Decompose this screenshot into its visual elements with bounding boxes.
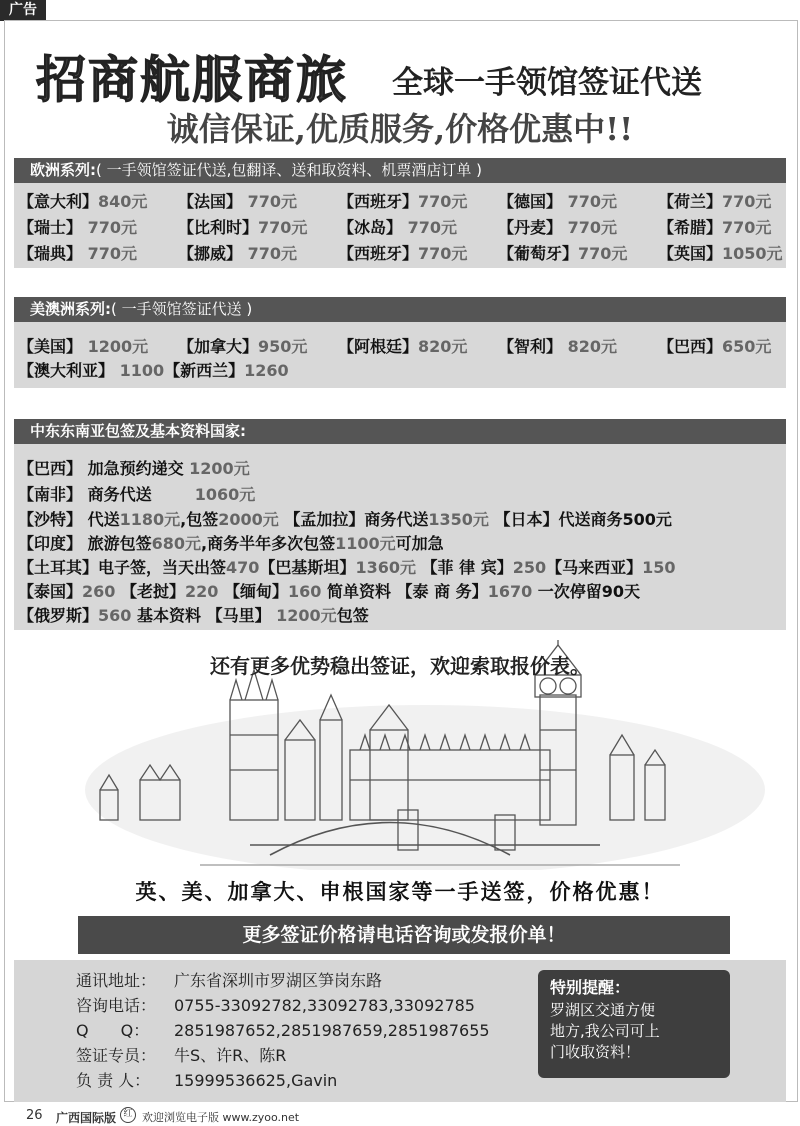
mideast-line: 【沙特】 代送1180元,包签2000元 【孟加拉】商务代送1350元 【日本】代送商务500元	[18, 510, 672, 529]
special-notice-box	[538, 970, 730, 1078]
mideast-line: 【巴西】 加急预约递交 1200元	[18, 459, 250, 478]
promo-line-1: 还有更多优势稳出签证，欢迎索取报价表。	[210, 654, 590, 678]
contact-qq: Q Q： 2851987652,2851987659,2851987655	[76, 1021, 490, 1040]
americas-title: 美澳洲系列:	[30, 300, 111, 318]
contact-panel	[14, 960, 786, 1102]
notice-line: 地方,我公司可上	[550, 1022, 660, 1040]
contact-phone: 咨询电话： 0755-33092782,33092783,33092785	[76, 996, 475, 1015]
americas-panel	[14, 322, 786, 388]
notice-line: 门收取资料！	[550, 1043, 641, 1061]
brand-title: 招商航服商旅	[36, 51, 348, 109]
contact-address: 通讯地址： 广东省深圳市罗湖区笋岗东路	[76, 971, 383, 990]
mideast-band	[14, 419, 786, 444]
price-cell: 【冰岛】 770元	[338, 218, 457, 237]
brand-slogan: 全球一手领馆签证代送	[392, 65, 702, 101]
price-cell: 【西班牙】770元	[338, 244, 468, 263]
mideast-line: 【印度】 旅游包签680元,商务半年多次包签1100元可加急	[18, 534, 444, 553]
page-number: 26	[26, 1108, 43, 1123]
price-cell: 【意大利】840元	[18, 192, 148, 211]
price-cell: 【挪威】 770元	[178, 244, 297, 263]
cta-banner: 更多签证价格请电话咨询或发报价单！	[78, 916, 730, 954]
europe-note: ( 一手领馆签证代送,包翻译、送和取资料、机票酒店订单 )	[96, 161, 483, 179]
mideast-line: 【俄罗斯】560 基本资料 【马里】 1200元包签	[18, 606, 369, 625]
price-cell: 【丹麦】 770元	[498, 218, 617, 237]
price-cell: 【葡萄牙】770元	[498, 244, 628, 263]
contact-owner: 负 责 人： 15999536625,Gavin	[76, 1071, 338, 1090]
brand-subtitle: 诚信保证,优质服务,价格优惠中!!	[166, 110, 634, 148]
promo-line-2: 英、美、加拿大、申根国家等一手送签，价格优惠！	[135, 879, 665, 904]
price-cell: 【加拿大】950元	[178, 337, 308, 356]
price-cell: 【新西兰】1260	[164, 361, 289, 380]
price-cell: 【巴西】650元	[658, 337, 772, 356]
price-cell: 【英国】1050元	[658, 244, 783, 263]
europe-panel	[14, 183, 786, 268]
ad-tag: 广告	[0, 0, 46, 21]
price-cell: 【智利】 820元	[498, 337, 617, 356]
mideast-line: 【泰国】260 【老挝】220 【缅甸】160 简单资料 【泰 商 务】1670 一次停留90天	[18, 582, 641, 601]
americas-row	[18, 334, 771, 357]
price-cell: 【西班牙】770元	[338, 192, 468, 211]
page-footer	[0, 1104, 800, 1126]
price-cell: 【德国】 770元	[498, 192, 617, 211]
mideast-line: 【南非】 商务代送 1060元	[18, 485, 256, 504]
europe-row	[18, 215, 771, 238]
website-link[interactable]: 欢迎浏览电子版 www.zyoo.net	[142, 1111, 300, 1124]
europe-row	[18, 189, 771, 212]
notice-line: 罗湖区交通方便	[550, 1001, 656, 1019]
notice-title: 特别提醒：	[550, 978, 631, 997]
americas-row	[18, 358, 289, 381]
publication-name: 广西国际版	[56, 1111, 117, 1125]
price-cell: 【比利时】770元	[178, 218, 308, 237]
europe-band	[14, 158, 786, 183]
price-cell: 【阿根廷】820元	[338, 337, 468, 356]
europe-row	[18, 241, 783, 264]
price-cell: 【法国】 770元	[178, 192, 297, 211]
europe-title: 欧洲系列:	[30, 161, 96, 179]
americas-note: ( 一手领馆签证代送 )	[111, 300, 253, 318]
contact-staff: 签证专员： 牛S、许R、陈R	[76, 1046, 287, 1065]
price-cell: 【希腊】770元	[658, 218, 772, 237]
price-cell: 【瑞典】 770元	[18, 244, 137, 263]
americas-band	[14, 297, 786, 322]
price-cell: 【瑞士】 770元	[18, 218, 137, 237]
mideast-title: 中东东南亚包签及基本资料国家:	[30, 422, 247, 440]
mideast-line: 【土耳其】电子签，当天出签470【巴基斯坦】1360元 【菲 律 宾】250【马来西亚】150	[18, 558, 676, 577]
price-cell: 【美国】 1200元	[18, 337, 149, 356]
publisher-logo-icon: 红	[120, 1107, 136, 1123]
price-cell: 【荷兰】770元	[658, 192, 772, 211]
price-cell: 【澳大利亚】 1100	[18, 361, 165, 380]
